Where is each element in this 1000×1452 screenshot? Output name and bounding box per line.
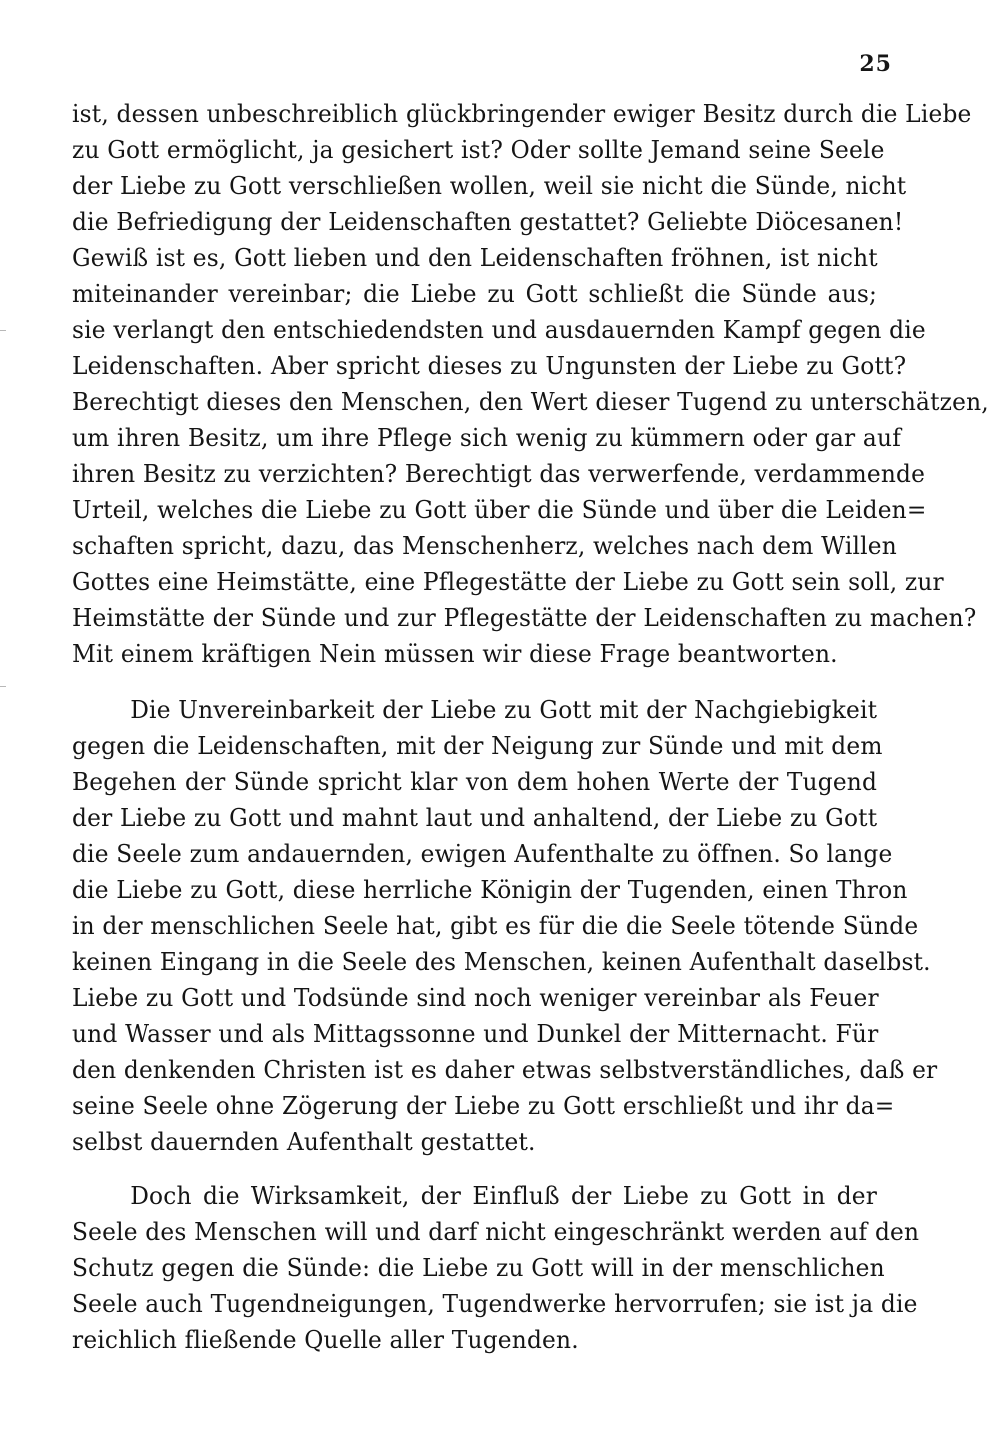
text-line: Heimstätte der Sünde und zur Pflegestätte der Leidenschaften zu machen? [72,604,977,632]
text-line: Begehen der Sünde spricht klar von dem hohen Werte der Tugend [72,768,878,796]
text-line: Gewiß ist es, Gott lieben und den Leidenschaften fröhnen, ist nicht [72,244,878,272]
text-line: ist, dessen unbeschreiblich glückbringender ewiger Besitz durch die Liebe [72,100,972,128]
text-line: um ihren Besitz, um ihre Pflege sich wenig zu kümmern oder gar auf [72,424,902,452]
text-line: miteinander vereinbar; die Liebe zu Gott schließt die Sünde aus; [72,280,878,308]
text-line: sie verlangt den entschiedendsten und ausdauernden Kampf gegen die [72,316,926,344]
text-line: Doch die Wirksamkeit, der Einfluß der Liebe zu Gott in der [130,1182,878,1210]
text-line: reichlich fließende Quelle aller Tugenden. [72,1326,579,1354]
paragraph-3 [72,1178,920,1358]
text-line: Urteil, welches die Liebe zu Gott über die Sünde und über die Leiden= [72,496,927,524]
text-line: selbst dauernden Aufenthalt gestattet. [72,1128,536,1156]
text-line: die Seele zum andauernden, ewigen Aufenthalte zu öffnen. So lange [72,840,893,868]
text-line: Liebe zu Gott und Todsünde sind noch weniger vereinbar als Feuer [72,984,879,1012]
text-line: Seele auch Tugendneigungen, Tugendwerke hervorrufen; sie ist ja die [72,1290,918,1318]
text-line: der Liebe zu Gott und mahnt laut und anhaltend, der Liebe zu Gott [72,804,878,832]
text-line: Schutz gegen die Sünde: die Liebe zu Gott will in der menschlichen [72,1254,885,1282]
text-line: seine Seele ohne Zögerung der Liebe zu Gott erschließt und ihr da= [72,1092,895,1120]
text-line: Die Unvereinbarkeit der Liebe zu Gott mit der Nachgiebigkeit [130,696,878,724]
margin-mark [0,330,6,331]
text-line: Leidenschaften. Aber spricht dieses zu Ungunsten der Liebe zu Gott? [72,352,907,380]
paragraph-1 [72,96,989,672]
text-line: Mit einem kräftigen Nein müssen wir diese Frage beantworten. [72,640,838,668]
text-line: gegen die Leidenschaften, mit der Neigung zur Sünde und mit dem [72,732,883,760]
margin-mark [0,686,6,687]
text-line: und Wasser und als Mittagssonne und Dunkel der Mitternacht. Für [72,1020,879,1048]
text-line: die Befriedigung der Leidenschaften gestattet? Geliebte Diöcesanen! [72,208,904,236]
paragraph-2 [72,692,938,1160]
text-line: die Liebe zu Gott, diese herrliche Königin der Tugenden, einen Thron [72,876,908,904]
page-number: 25 [859,51,892,77]
text-line: der Liebe zu Gott verschließen wollen, weil sie nicht die Sünde, nicht [72,172,907,200]
text-line: in der menschlichen Seele hat, gibt es für die die Seele tötende Sünde [72,912,919,940]
text-line: keinen Eingang in die Seele des Menschen, keinen Aufenthalt daselbst. [72,948,931,976]
text-line: Gottes eine Heimstätte, eine Pflegestätte der Liebe zu Gott sein soll, zur [72,568,944,596]
text-line: schaften spricht, dazu, das Menschenherz, welches nach dem Willen [72,532,897,560]
text-line: den denkenden Christen ist es daher etwas selbstverständliches, daß er [72,1056,938,1084]
text-line: ihren Besitz zu verzichten? Berechtigt das verwerfende, verdammende [72,460,926,488]
text-line: zu Gott ermöglicht, ja gesichert ist? Oder sollte Jemand seine Seele [72,136,885,164]
text-line: Seele des Menschen will und darf nicht eingeschränkt werden auf den [72,1218,920,1246]
text-line: Berechtigt dieses den Menschen, den Wert dieser Tugend zu unterschätzen, [72,388,989,416]
